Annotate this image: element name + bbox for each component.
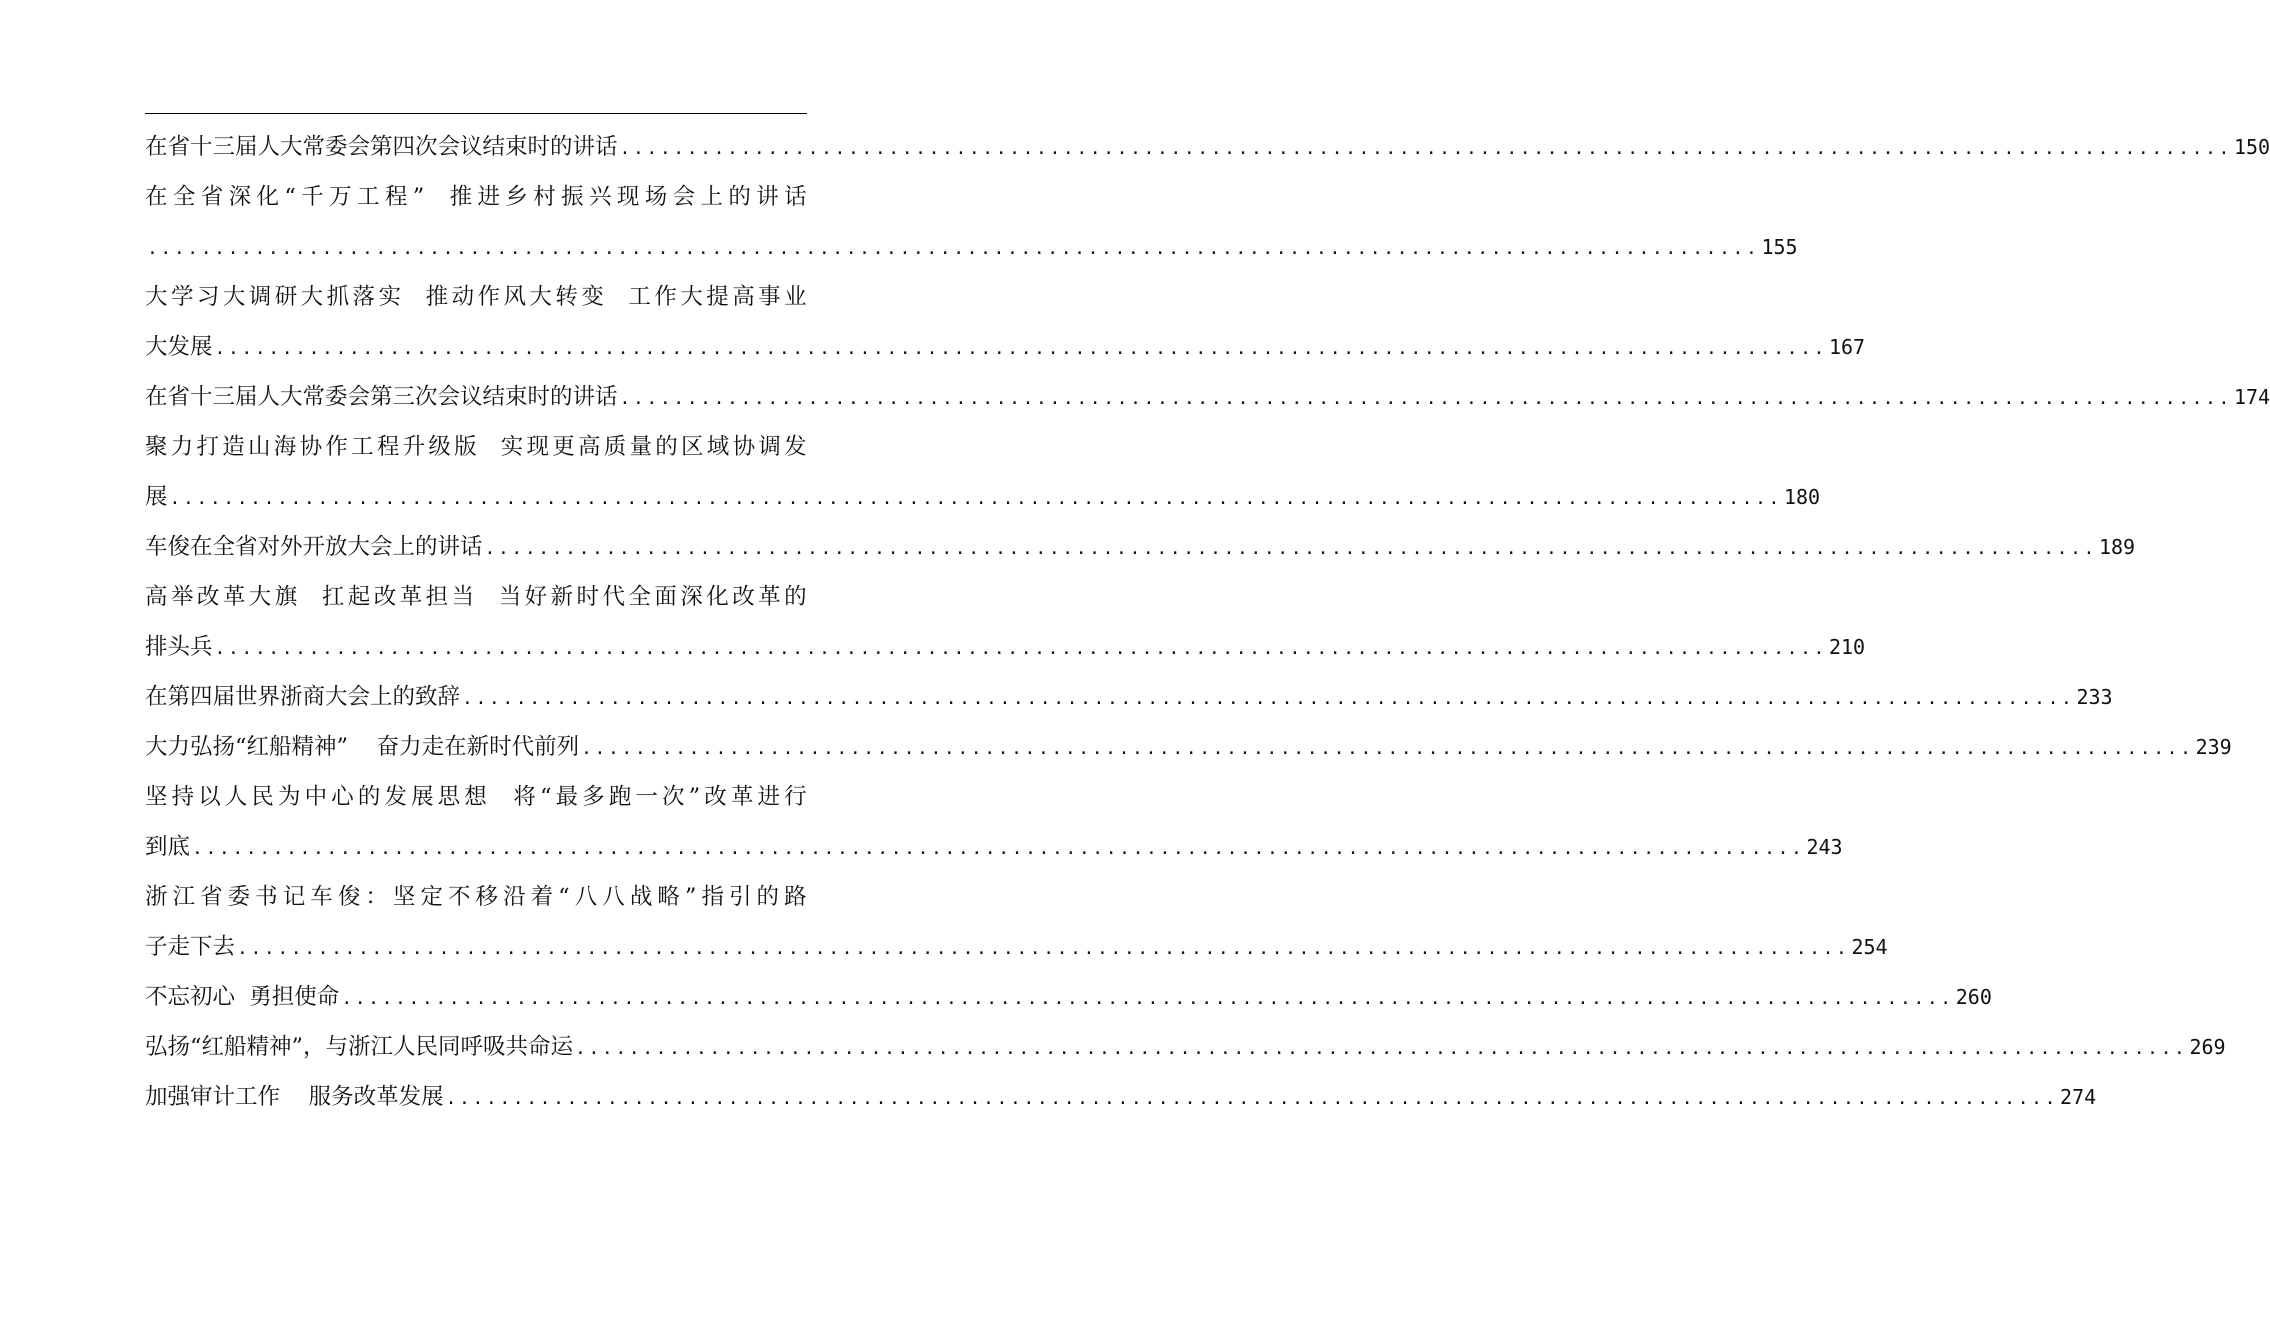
toc-entry-line: [145, 172, 807, 222]
toc-entry[interactable]: [145, 772, 1843, 872]
dot-leader: ........................................................................................................................: [214, 338, 1827, 359]
dot-leader: ........................................................................................................................: [619, 388, 2232, 409]
toc-entry-last-line: [145, 372, 2270, 422]
toc-entry[interactable]: [145, 272, 1866, 372]
page-number: 269: [2189, 1035, 2226, 1059]
page-number: 189: [2098, 535, 2136, 559]
toc-entry-last-line: [145, 472, 1821, 522]
page-number: 167: [1828, 335, 1866, 359]
dot-leader: ........................................................................................................................: [462, 688, 2075, 709]
toc-entry-title: 排头兵: [145, 634, 213, 660]
toc-entry-last-line: [145, 822, 1843, 872]
toc-entry-title: 浙江省委书记车俊：坚定不移沿着“八八战略”指引的路: [145, 884, 807, 910]
toc-entry-title: 子走下去: [145, 934, 236, 960]
toc-entry[interactable]: [145, 972, 1992, 1022]
toc-entry-line: [145, 772, 807, 822]
toc-entry-title: 坚持以人民为中心的发展思想 将“最多跑一次”改革进行: [145, 784, 807, 810]
toc-entry-last-line: [145, 322, 1866, 372]
toc-entry-title: 展: [145, 484, 168, 510]
page-number: 260: [1955, 985, 1992, 1009]
page-number: 155: [1761, 235, 1798, 259]
page-number: 150: [2233, 135, 2270, 159]
toc-entry[interactable]: [145, 872, 1888, 972]
toc-entry-last-line: [145, 1072, 2097, 1122]
page-number: 274: [2060, 1085, 2097, 1109]
toc-entry-title: 不忘初心 勇担使命: [145, 984, 340, 1010]
dot-leader: ........................................................................................................................: [445, 1088, 2059, 1109]
dot-leader: ........................................................................................................................: [169, 488, 1782, 509]
page-number: 210: [1828, 635, 1866, 659]
dot-leader: ........................................................................................................................: [575, 1038, 2188, 1059]
toc-entry-last-line: [145, 622, 1866, 672]
toc-entry-title: 大力弘扬“红船精神” 奋力走在新时代前列: [145, 734, 580, 760]
toc-entry[interactable]: [145, 672, 2113, 722]
toc-entry-title: 在全省深化“千万工程” 推进乡村振兴现场会上的讲话: [145, 184, 807, 210]
toc-entry-title: 高举改革大旗 扛起改革担当 当好新时代全面深化改革的: [145, 584, 807, 610]
page-number: 254: [1851, 935, 1888, 959]
page-number: 243: [1806, 835, 1843, 859]
dot-leader: ........................................................................................................................: [214, 638, 1827, 659]
dot-leader: ........................................................................................................................: [147, 238, 1760, 259]
toc-entry-last-line: [145, 1022, 2226, 1072]
page-number: 180: [1783, 485, 1821, 509]
toc-entry-title: 大学习大调研大抓落实 推动作风大转变 工作大提高事业: [145, 284, 807, 310]
dot-leader: ........................................................................................................................: [192, 838, 1805, 859]
toc-entry-title: 到底: [145, 834, 191, 860]
toc-entry[interactable]: [145, 722, 2232, 772]
toc-entry-title: 在省十三届人大常委会第三次会议结束时的讲话: [145, 384, 618, 410]
toc-entry-title: 聚力打造山海协作工程升级版 实现更高质量的区域协调发: [145, 434, 807, 460]
toc-entry-line: [145, 272, 807, 322]
page-number: 174: [2233, 385, 2270, 409]
dot-leader: ........................................................................................................................: [341, 988, 1954, 1009]
header-rule: [145, 113, 807, 114]
toc-entry[interactable]: [145, 1022, 2226, 1072]
toc-entry-title: 大发展: [145, 334, 213, 360]
toc-entry-last-line: [145, 722, 2232, 772]
toc-entry[interactable]: [145, 522, 2136, 572]
dot-leader: ........................................................................................................................: [619, 138, 2232, 159]
page-number: 233: [2076, 685, 2113, 709]
toc-entry-last-line: [145, 222, 1798, 272]
toc-entry-last-line: [145, 672, 2113, 722]
toc-entry-line: [145, 572, 807, 622]
toc-entry-title: 加强审计工作 服务改革发展: [145, 1084, 444, 1110]
toc-entry-last-line: [145, 122, 2270, 172]
dot-leader: ........................................................................................................................: [237, 938, 1850, 959]
toc-entry[interactable]: [145, 372, 2270, 422]
page-number: 239: [2195, 735, 2232, 759]
toc-entry-title: 在第四届世界浙商大会上的致辞: [145, 684, 461, 710]
toc-entry-title: 在省十三届人大常委会第四次会议结束时的讲话: [145, 134, 618, 160]
toc-entry-last-line: [145, 972, 1992, 1022]
toc-entry-line: [145, 422, 807, 472]
toc-entry[interactable]: [145, 572, 1866, 672]
toc-entry-last-line: [145, 922, 1888, 972]
toc-entry-title: 弘扬“红船精神”，与浙江人民同呼吸共命运: [145, 1034, 574, 1060]
toc-entry-line: [145, 872, 807, 922]
toc-entry[interactable]: [145, 172, 1798, 272]
toc-entry-last-line: [145, 522, 2136, 572]
toc-entry-title: 车俊在全省对外开放大会上的讲话: [145, 534, 483, 560]
toc-entry[interactable]: [145, 122, 2270, 172]
toc-entry[interactable]: [145, 422, 1821, 522]
table-of-contents: [145, 122, 2270, 1122]
dot-leader: ........................................................................................................................: [484, 538, 2097, 559]
toc-entry[interactable]: [145, 1072, 2097, 1122]
dot-leader: ........................................................................................................................: [581, 738, 2194, 759]
